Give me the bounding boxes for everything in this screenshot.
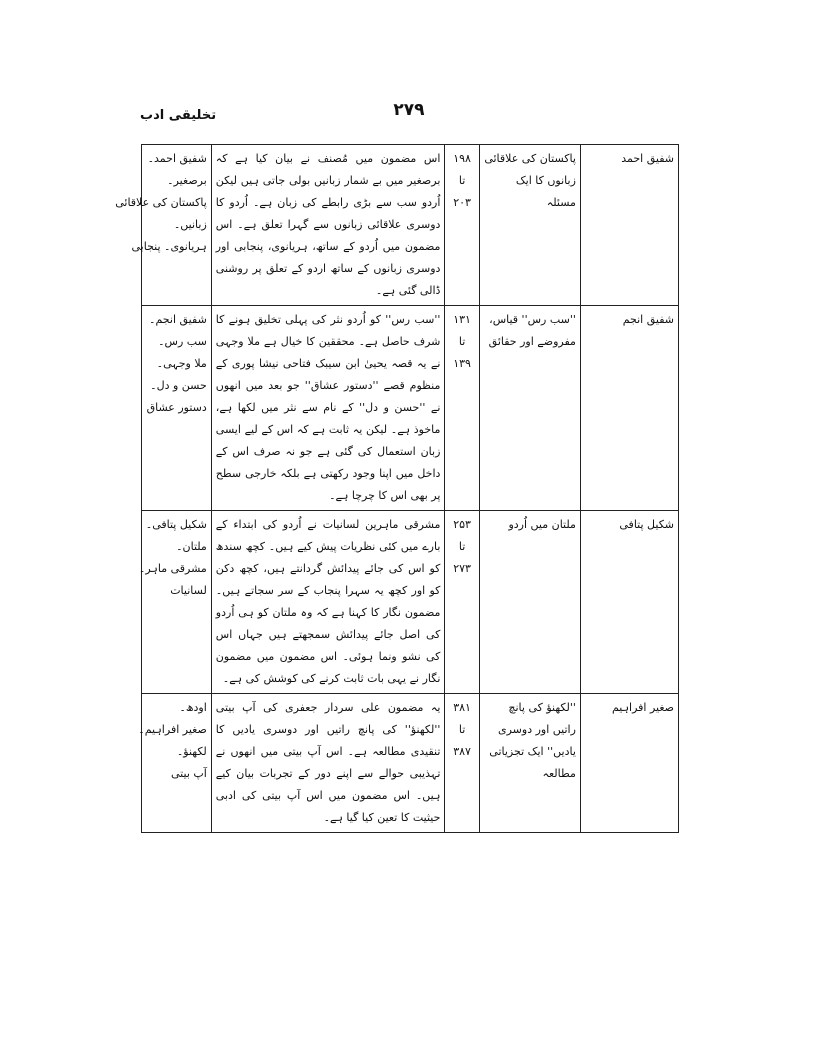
- author-cell: صغیر افراہیم: [580, 694, 678, 833]
- pages-cell: [445, 145, 479, 306]
- keyword: صغیر افراہیم۔: [138, 723, 207, 736]
- page-end: ۲۷۳: [453, 562, 471, 575]
- pages-cell: [445, 694, 479, 833]
- keyword: لکھنؤ۔: [176, 745, 207, 758]
- index-table: [115, 144, 679, 833]
- page-start: ۱۹۸: [453, 152, 471, 165]
- keywords-cell: [142, 306, 212, 511]
- keyword: ملا وجہی۔: [156, 357, 207, 370]
- keyword: پاکستان کی علاقائی: [115, 196, 207, 209]
- page-range-separator: تا: [458, 174, 466, 187]
- page-number: ۲۷۹: [393, 100, 425, 120]
- keyword: برصغیر۔: [167, 174, 207, 187]
- page-start: ۱۳۱: [453, 313, 471, 326]
- page-range-separator: تا: [458, 335, 466, 348]
- keyword: دستور عشاق: [146, 401, 207, 414]
- keyword: آپ بیتی: [171, 767, 207, 780]
- table-row: [142, 145, 679, 306]
- keywords-cell: [138, 694, 212, 833]
- keyword: سب رس۔: [158, 335, 207, 348]
- keyword: ہریانوی۔ پنجابی: [131, 240, 207, 253]
- keywords-cell: [138, 511, 212, 694]
- summary-cell: ''سب رس'' کو اُردو نثر کی پہلی تخلیق ہونے کا شرف حاصل ہے۔ محققین کا خیال ہے ملا وجہی نے یہ قصہ یحییٰ ابن سیبک فتاحی نیشا پوری کے منظوم قصے ''دستور عشاق'' جو بعد میں انھوں نے ''حسن و دل'' کے نام سے نثر میں لکھا ہے، ماخوذ ہے۔ لیکن یہ ثابت ہے کہ اس کے لیے ایسی زبان استعمال کی گئی ہے جو نہ صرف اس کے داخل میں اپنا وجود رکھتی ہے بلکہ خارجی سطح پر بھی اس کا چرچا ہے۔: [211, 306, 445, 511]
- author-cell: شکیل پتافی: [580, 511, 678, 694]
- keywords-cell: [115, 145, 212, 306]
- title-cell: پاکستان کی علاقائی زبانوں کا ایک مسئلہ: [479, 145, 580, 306]
- summary-cell: مشرقی ماہرین لسانیات نے اُردو کی ابتداء کے بارے میں کئی نظریات پیش کیے ہیں۔ کچھ سندھ کو اس کی جائے پیدائش گردانتے ہیں، کچھ دکن کو اور کچھ یہ سہرا پنجاب کے سر سجاتے ہیں۔ مضمون نگار کا کہنا ہے کہ وہ ملتان کو ہی اُردو کی اصل جائے پیدائش سمجھتے ہیں جہاں اس کی نشو ونما ہوئی۔ اس مضمون میں مضمون نگار نے یہی بات ثابت کرنے کی کوشش کی ہے۔: [211, 511, 445, 694]
- keyword: شفیق انجم۔: [149, 313, 207, 326]
- summary-cell: اس مضمون میں مُصنف نے بیان کیا ہے کہ برصغیر میں بے شمار زبانیں بولی جاتی ہیں لیکن اُردو سب سے بڑی رابطے کی زبان ہے۔ اُردو کا دوسری علاقائی زبانوں سے گہرا تعلق ہے۔ اس مضمون میں اُردو کے ساتھ، ہریانوی، پنجابی اور دوسری زبانوں کے ساتھ اردو کے تعلق پر روشنی ڈالی گئی ہے۔: [211, 145, 445, 306]
- keyword: ملتان۔: [176, 540, 207, 553]
- keyword: اودھ۔: [179, 701, 207, 714]
- keyword: زبانیں۔: [173, 218, 207, 231]
- keyword: شکیل پتافی۔: [145, 518, 207, 531]
- title-cell: ملتان میں اُردو: [479, 511, 580, 694]
- keyword: حسن و دل۔: [150, 379, 207, 392]
- keyword: شفیق احمد۔: [147, 152, 207, 165]
- table-row: [142, 694, 679, 833]
- running-title: تخلیقی ادب: [140, 108, 217, 123]
- title-cell: ''لکھنؤ کی پانچ راتیں اور دوسری یادیں'' ایک تجزیاتی مطالعہ: [479, 694, 580, 833]
- author-cell: شفیق احمد: [580, 145, 678, 306]
- page-range-separator: تا: [458, 540, 466, 553]
- keyword: لسانیات: [170, 584, 207, 597]
- pages-cell: [445, 511, 479, 694]
- table-row: [142, 306, 679, 511]
- page-end: ۳۸۷: [453, 745, 471, 758]
- page-header: [140, 100, 678, 130]
- page-end: ۲۰۳: [453, 196, 471, 209]
- pages-cell: [445, 306, 479, 511]
- author-cell: شفیق انجم: [580, 306, 678, 511]
- keyword: مشرقی ماہر۔: [138, 562, 207, 575]
- title-cell: ''سب رس'' قیاس، مفروضے اور حقائق: [479, 306, 580, 511]
- page-start: ۳۸۱: [453, 701, 471, 714]
- page-start: ۲۵۳: [453, 518, 471, 531]
- page-end: ۱۳۹: [453, 357, 471, 370]
- table-row: [142, 511, 679, 694]
- page-range-separator: تا: [458, 723, 466, 736]
- summary-cell: یہ مضمون علی سردار جعفری کی آپ بیتی ''لکھنؤ'' کی پانچ راتیں اور دوسری یادیں کا تنقیدی مطالعہ ہے۔ اس آپ بیتی میں انھوں نے تہذیبی حوالے سے اپنے دور کے تجربات بیان کیے ہیں۔ اس مضمون میں اس آپ بیتی کی ادبی حیثیت کا تعین کیا گیا ہے۔: [211, 694, 445, 833]
